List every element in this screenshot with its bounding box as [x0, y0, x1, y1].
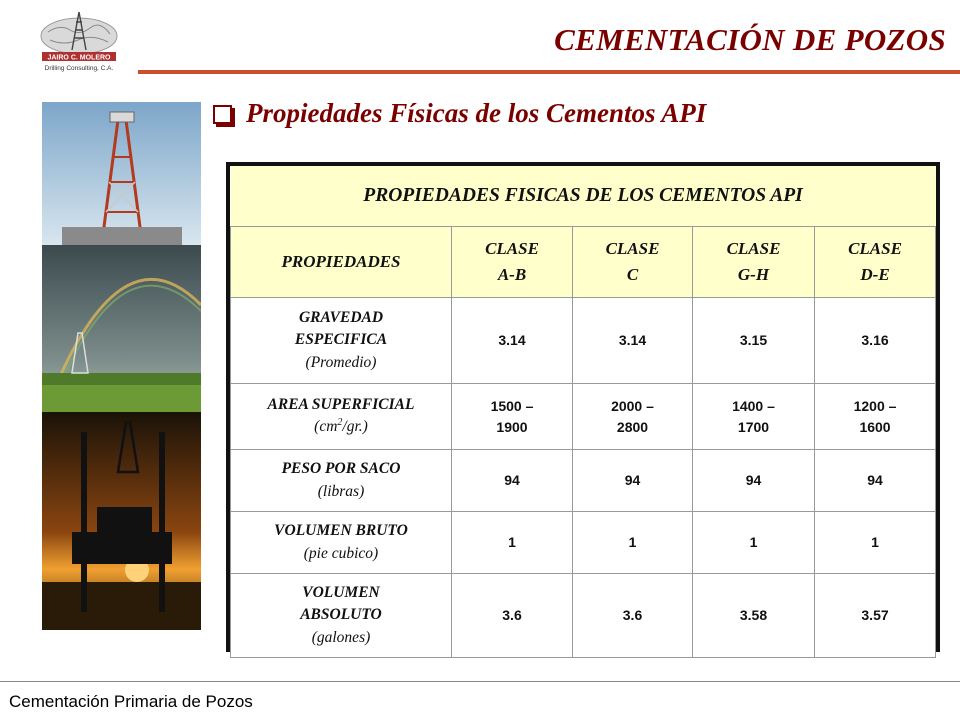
cell-value: 1500 – 1900	[452, 384, 573, 450]
footer-divider	[0, 681, 960, 682]
table-row	[231, 384, 936, 450]
section-subtitle: Propiedades Físicas de los Cementos API	[246, 98, 707, 128]
cell-value: 3.57	[815, 574, 936, 658]
drilling-rig-globe-logo-icon	[38, 10, 120, 74]
slide-title: CEMENTACIÓN DE POZOS	[554, 22, 946, 57]
drilling-rig-photo	[42, 102, 201, 245]
row-label-volumen-bruto: VOLUMEN BRUTO (pie cubico)	[231, 512, 452, 574]
cell-value: 94	[452, 450, 573, 512]
cell-value: 94	[815, 450, 936, 512]
header-clase-g-h: CLASE G-H	[693, 227, 815, 298]
table-header-row	[231, 227, 936, 298]
section-heading	[213, 98, 706, 129]
header-clase-d-e: CLASE D-E	[815, 227, 936, 298]
company-logo	[38, 10, 120, 74]
row-label-volumen-absoluto: VOLUMEN ABSOLUTO (galones)	[231, 574, 452, 658]
title-divider	[138, 70, 960, 74]
cell-value: 1	[693, 512, 815, 574]
table-row	[231, 574, 936, 658]
logo-subtext: Drilling Consulting, C.A.	[44, 65, 114, 72]
table-row	[231, 298, 936, 384]
cell-value: 1	[573, 512, 693, 574]
cell-value: 94	[573, 450, 693, 512]
footer-text: Cementación Primaria de Pozos	[9, 692, 253, 711]
cell-value: 1200 – 1600	[815, 384, 936, 450]
properties-table	[230, 166, 936, 658]
photo-strip	[42, 102, 201, 630]
square-bullet-icon	[213, 105, 232, 124]
table-row	[231, 450, 936, 512]
cell-value: 3.14	[573, 298, 693, 384]
cell-value: 1400 – 1700	[693, 384, 815, 450]
cell-value: 2000 – 2800	[573, 384, 693, 450]
header-propiedades: PROPIEDADES	[231, 227, 452, 298]
table-banner: PROPIEDADES FISICAS DE LOS CEMENTOS API	[231, 166, 936, 227]
cell-value: 3.14	[452, 298, 573, 384]
cell-value: 3.6	[452, 574, 573, 658]
row-label-peso: PESO POR SACO (libras)	[231, 450, 452, 512]
cell-value: 1	[815, 512, 936, 574]
header-clase-a-b: CLASE A-B	[452, 227, 573, 298]
cell-value: 94	[693, 450, 815, 512]
properties-table-frame	[226, 162, 940, 652]
rainbow-field-photo	[42, 245, 201, 412]
header-clase-c: CLASE C	[573, 227, 693, 298]
offshore-platform-sunset-photo	[42, 412, 201, 630]
cell-value: 3.58	[693, 574, 815, 658]
table-row	[231, 512, 936, 574]
cell-value: 3.6	[573, 574, 693, 658]
cell-value: 3.16	[815, 298, 936, 384]
cell-value: 1	[452, 512, 573, 574]
cell-value: 3.15	[693, 298, 815, 384]
logo-name: JAIRO C. MOLERO	[47, 54, 111, 62]
row-label-area: AREA SUPERFICIAL $(cm^2/gr.)$	[231, 384, 452, 450]
row-label-gravedad: GRAVEDAD ESPECIFICA (Promedio)	[231, 298, 452, 384]
